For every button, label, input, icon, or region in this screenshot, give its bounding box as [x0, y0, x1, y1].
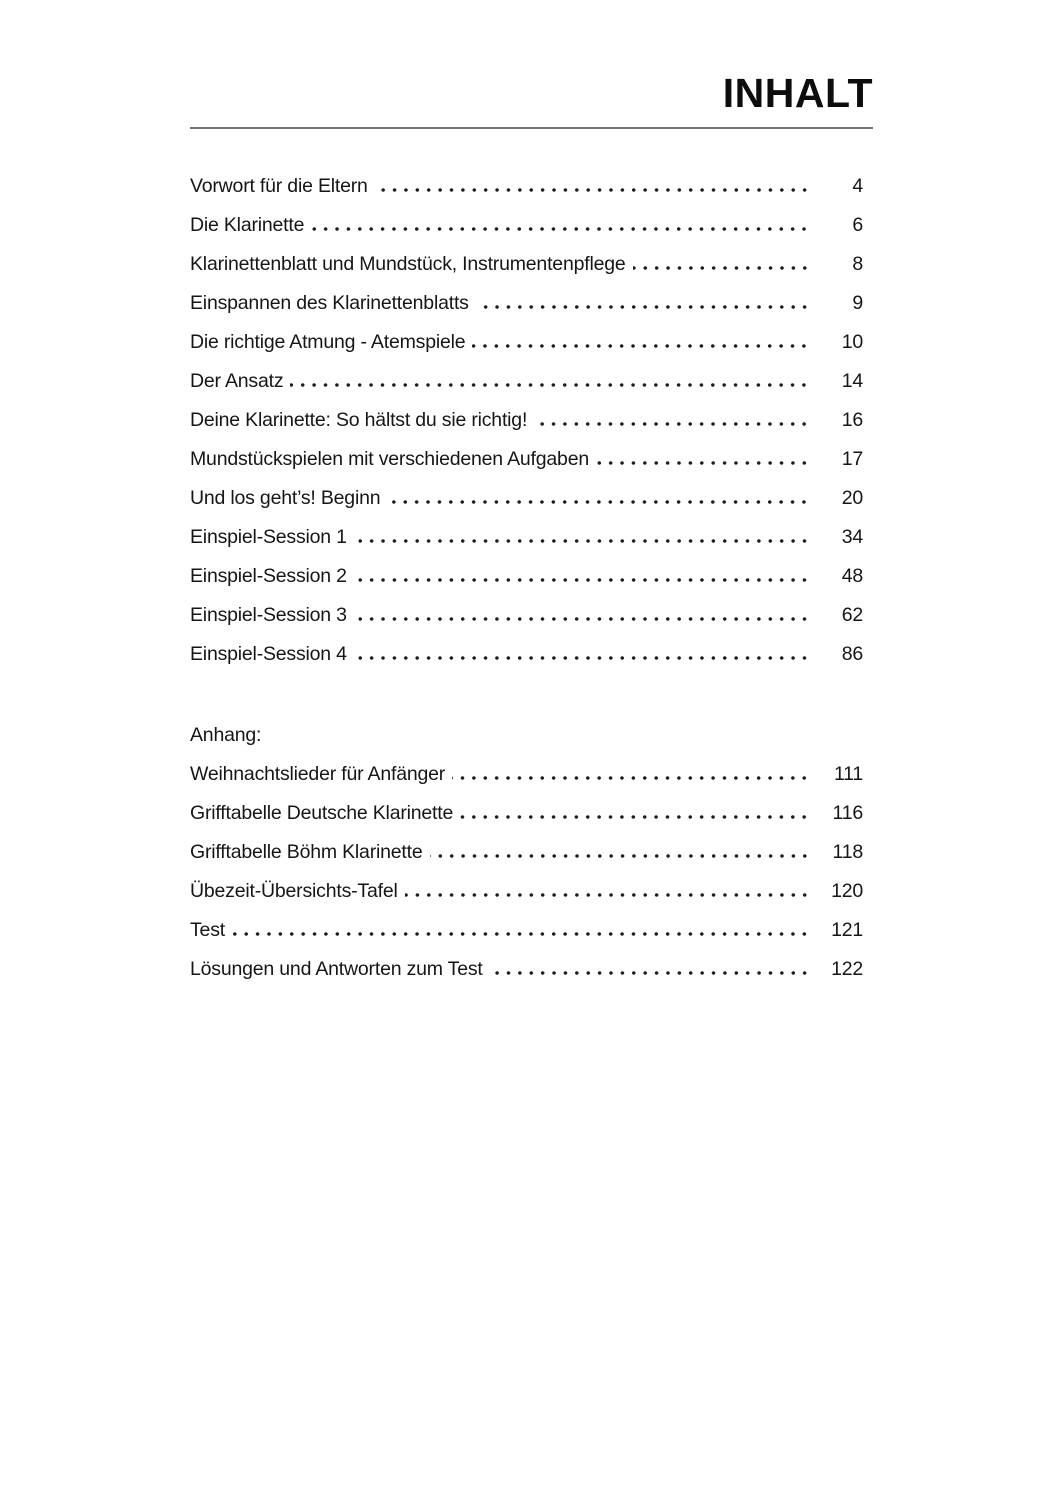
dot-leader	[387, 500, 810, 504]
dot-leader	[354, 656, 810, 660]
toc-entry-label: Test	[190, 919, 225, 941]
dot-leader	[596, 461, 810, 465]
toc-row	[190, 872, 873, 911]
toc-entry-page: 14	[841, 370, 863, 392]
title-rule	[190, 127, 873, 129]
dot-leader	[633, 266, 810, 270]
toc-entry-label: Einspiel-Session 1	[190, 526, 347, 548]
toc-row	[190, 362, 873, 401]
toc-row	[190, 245, 873, 284]
toc-row	[190, 557, 873, 596]
dot-leader	[354, 539, 810, 543]
dot-leader	[354, 578, 810, 582]
dot-leader	[405, 893, 810, 897]
toc-entry-page: 122	[831, 958, 863, 980]
toc-entry-page: 8	[852, 253, 863, 275]
appendix-heading-row	[190, 716, 873, 755]
toc-entry-page: 4	[852, 175, 863, 197]
toc-row	[190, 833, 873, 872]
toc-entry-label: Der Ansatz	[190, 370, 284, 392]
toc-entry-label: Lösungen und Antworten zum Test	[190, 958, 483, 980]
toc-row	[190, 440, 873, 479]
toc-entry-label: Weihnachtslieder für Anfänger	[190, 763, 446, 785]
dot-leader	[311, 227, 810, 231]
toc-entry-label: Und los geht’s! Beginn	[190, 487, 381, 509]
dot-leader	[534, 422, 810, 426]
toc-entry-page: 111	[833, 763, 863, 785]
dot-leader	[232, 932, 810, 936]
toc-entry-page: 20	[841, 487, 863, 509]
dot-leader	[476, 305, 810, 309]
dot-leader	[375, 188, 810, 192]
toc-row	[190, 518, 873, 557]
toc-entry-page: 34	[841, 526, 863, 548]
dot-leader	[430, 854, 811, 858]
toc-row	[190, 950, 873, 989]
toc-entry-page: 121	[831, 919, 863, 941]
toc-entry-page: 86	[841, 643, 863, 665]
toc-entry-label: Deine Klarinette: So hältst du sie richtig!	[190, 409, 528, 431]
toc-entry-page: 9	[852, 292, 863, 314]
toc-row	[190, 479, 873, 518]
appendix-heading: Anhang:	[190, 724, 262, 746]
dot-leader	[290, 383, 810, 387]
page-content	[190, 0, 873, 989]
toc-row	[190, 794, 873, 833]
dot-leader	[490, 971, 810, 975]
toc-entry-page: 6	[852, 214, 863, 236]
toc-entry-label: Grifftabelle Böhm Klarinette	[190, 841, 423, 863]
toc-entry-label: Mundstückspielen mit verschiedenen Aufgaben	[190, 448, 589, 470]
toc-row	[190, 167, 873, 206]
dot-leader	[460, 815, 810, 819]
toc-entry-label: Übezeit-Übersichts-Tafel	[190, 880, 398, 902]
toc-entry-page: 116	[832, 802, 863, 824]
toc-entry-label: Einspiel-Session 2	[190, 565, 347, 587]
toc-entry-page: 120	[831, 880, 863, 902]
toc-row	[190, 323, 873, 362]
dot-leader	[354, 617, 810, 621]
toc-entry-label: Die richtige Atmung - Atemspiele	[190, 331, 466, 353]
toc-entry-label: Die Klarinette	[190, 214, 305, 236]
toc-main-list	[190, 167, 873, 674]
toc-row	[190, 911, 873, 950]
toc-entry-label: Grifftabelle Deutsche Klarinette	[190, 802, 454, 824]
toc-entry-label: Klarinettenblatt und Mundstück, Instrumentenpflege	[190, 253, 626, 275]
toc-entry-page: 10	[841, 331, 863, 353]
toc-row	[190, 596, 873, 635]
toc-entry-page: 48	[841, 565, 863, 587]
toc-row	[190, 284, 873, 323]
toc-entry-page: 16	[841, 409, 863, 431]
toc-row	[190, 401, 873, 440]
toc-entry-page: 17	[841, 448, 863, 470]
toc-entry-label: Einspiel-Session 3	[190, 604, 347, 626]
toc-row	[190, 755, 873, 794]
toc-entry-label: Einspannen des Klarinettenblatts	[190, 292, 469, 314]
toc-appendix-list	[190, 755, 873, 989]
toc-entry-label: Vorwort für die Eltern	[190, 175, 368, 197]
page-title: INHALT	[722, 70, 873, 116]
dot-leader	[472, 344, 810, 348]
dot-leader	[452, 776, 810, 780]
toc-row	[190, 635, 873, 674]
toc-entry-page: 118	[832, 841, 863, 863]
toc-entry-page: 62	[841, 604, 863, 626]
toc-row	[190, 206, 873, 245]
toc-entry-label: Einspiel-Session 4	[190, 643, 347, 665]
